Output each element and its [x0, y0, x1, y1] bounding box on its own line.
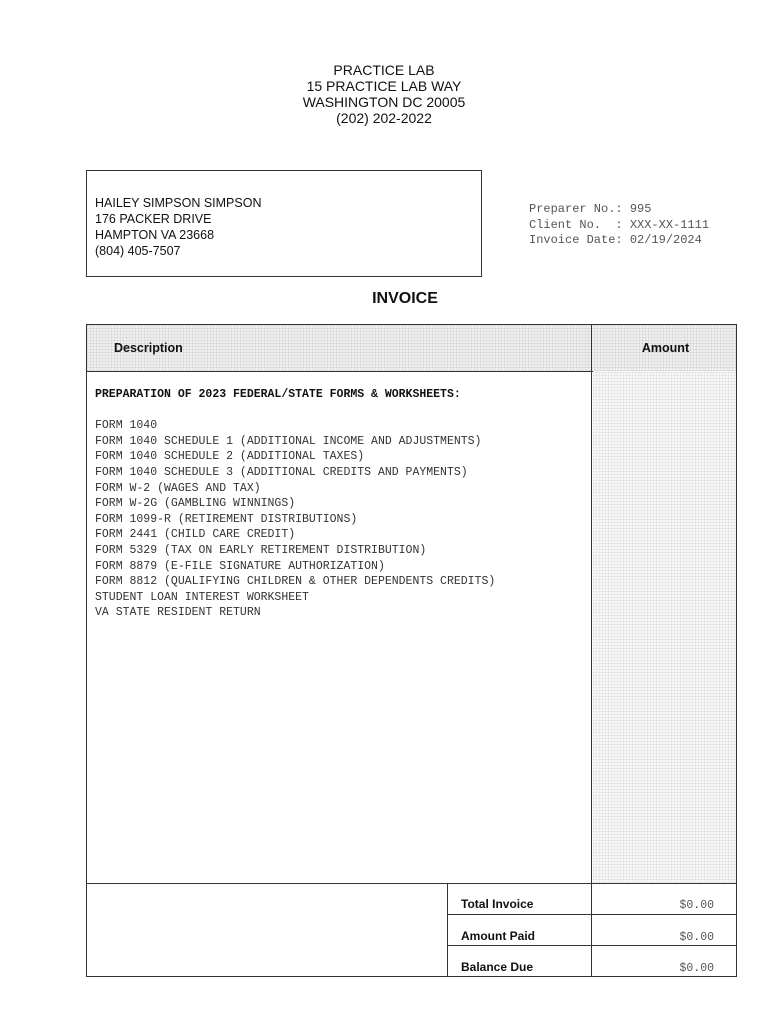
- totals-section: [86, 883, 737, 977]
- client-number: Client No. : XXX-XX-1111: [529, 217, 710, 232]
- table-body: [86, 371, 737, 884]
- amount-header: Amount: [641, 341, 690, 355]
- balance-due-label: Balance Due: [461, 960, 534, 974]
- column-divider: [591, 324, 592, 976]
- invoice-table: [86, 324, 737, 977]
- list-item: FORM W-2 (WAGES AND TAX): [95, 481, 261, 495]
- client-address-box: [86, 170, 482, 277]
- client-street: 176 PACKER DRIVE: [95, 212, 212, 226]
- invoice-title: INVOICE: [372, 290, 438, 307]
- balance-due-value: $0.00: [679, 962, 714, 975]
- list-item: FORM W-2G (GAMBLING WINNINGS): [95, 497, 296, 511]
- total-invoice-row: [448, 883, 736, 914]
- client-name: HAILEY SIMPSON SIMPSON: [95, 196, 262, 210]
- client-city-state-zip: HAMPTON VA 23668: [95, 228, 215, 242]
- amount-paid-value: $0.00: [679, 931, 714, 944]
- table-header-row: [86, 324, 737, 372]
- invoice-date: Invoice Date: 02/19/2024: [529, 233, 702, 247]
- list-item: FORM 5329 (TAX ON EARLY RETIREMENT DISTRIBUTION): [95, 543, 427, 557]
- client-phone: (804) 405-7507: [95, 244, 181, 258]
- list-item: VA STATE RESIDENT RETURN: [95, 606, 261, 620]
- company-header: [0, 62, 768, 126]
- company-phone: (202) 202-2022: [336, 110, 432, 126]
- total-invoice-value: $0.00: [679, 899, 714, 912]
- list-item: FORM 8879 (E-FILE SIGNATURE AUTHORIZATION): [95, 559, 385, 573]
- description-heading: PREPARATION OF 2023 FEDERAL/STATE FORMS & WORKSHEETS:: [95, 388, 461, 401]
- list-item: FORM 8812 (QUALIFYING CHILDREN & OTHER DEPENDENTS CREDITS): [95, 575, 496, 589]
- invoice-meta: [529, 202, 709, 249]
- list-item: FORM 2441 (CHILD CARE CREDIT): [95, 528, 296, 542]
- list-item: FORM 1040 SCHEDULE 3 (ADDITIONAL CREDITS AND PAYMENTS): [95, 465, 468, 479]
- description-header: Description: [114, 341, 183, 355]
- preparer-number: Preparer No.: 995: [529, 202, 652, 216]
- balance-due-row: [448, 945, 736, 977]
- list-item: FORM 1040: [95, 419, 158, 433]
- amount-column: [593, 371, 736, 883]
- amount-paid-row: [448, 914, 736, 946]
- company-address: 15 PRACTICE LAB WAY: [306, 78, 462, 94]
- amount-paid-label: Amount Paid: [461, 929, 535, 943]
- total-invoice-label: Total Invoice: [461, 897, 534, 911]
- list-item: FORM 1099-R (RETIREMENT DISTRIBUTIONS): [95, 512, 358, 526]
- description-lines: [95, 418, 495, 621]
- description-text: [95, 387, 495, 621]
- list-item: FORM 1040 SCHEDULE 1 (ADDITIONAL INCOME AND ADJUSTMENTS): [95, 434, 482, 448]
- list-item: STUDENT LOAN INTEREST WORKSHEET: [95, 590, 309, 604]
- company-name: PRACTICE LAB: [333, 62, 435, 78]
- company-city-state-zip: WASHINGTON DC 20005: [302, 94, 466, 110]
- list-item: FORM 1040 SCHEDULE 2 (ADDITIONAL TAXES): [95, 450, 365, 464]
